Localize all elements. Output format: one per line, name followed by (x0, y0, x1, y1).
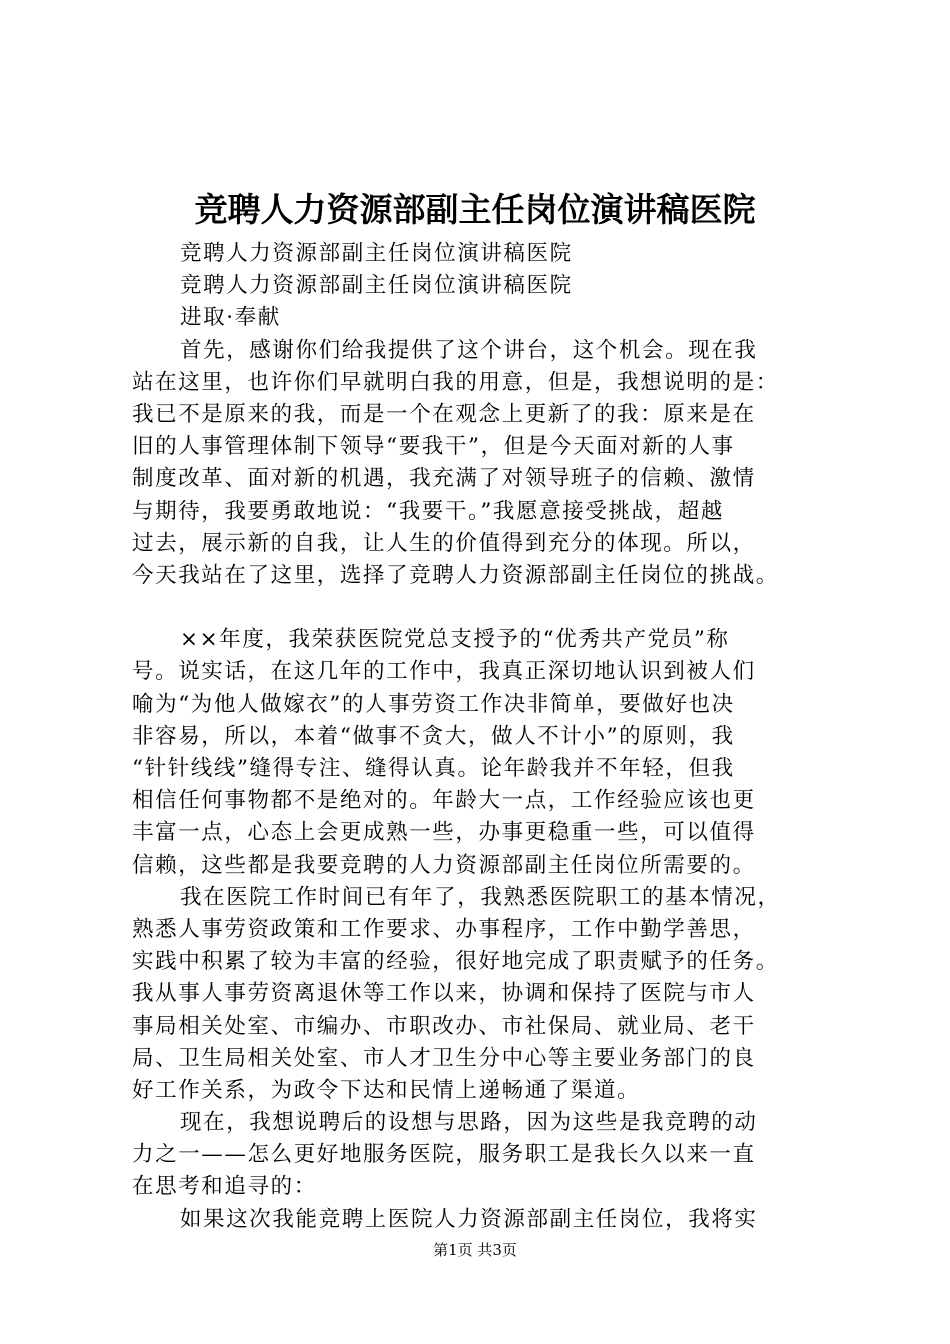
paragraph-line: 首先，感谢你们给我提供了这个讲台，这个机会。现在我 (180, 337, 758, 363)
paragraph-line: ××年度，我荣获医院党总支授予的“优秀共产党员”称 (180, 627, 730, 653)
paragraph-line: 力之一——怎么更好地服务医院，服务职工是我长久以来一直 (132, 1142, 756, 1168)
paragraph-line: 我在医院工作时间已有年了，我熟悉医院职工的基本情况， (180, 884, 781, 910)
paragraph-spacer (132, 592, 832, 624)
paragraph-line: 站在这里，也许你们早就明白我的用意，但是，我想说明的是： (132, 369, 779, 395)
paragraph-line: 在思考和追寻的： (132, 1174, 317, 1200)
subtitle-line: 竞聘人力资源部副主任岗位演讲稿医院 (180, 241, 573, 266)
document-title: 竞聘人力资源部副主任岗位演讲稿医院 (194, 190, 756, 229)
paragraph-line: 相信任何事物都不是绝对的。年龄大一点，工作经验应该也更 (132, 788, 756, 814)
paragraph-line: 我已不是原来的我，而是一个在观念上更新了的我：原来是在 (132, 401, 756, 427)
paragraph-line: 事局相关处室、市编办、市职改办、市社保局、就业局、老干 (132, 1013, 756, 1039)
paragraph-line: 与期待，我要勇敢地说：“我要干。”我愿意接受挑战，超越 (132, 498, 724, 524)
paragraph-line: 丰富一点，心态上会更成熟一些，办事更稳重一些，可以值得 (132, 820, 756, 846)
paragraph-line: 喻为“为他人做嫁衣”的人事劳资工作决非简单，要做好也决 (132, 691, 735, 717)
paragraph-line: 号。说实话，在这几年的工作中，我真正深切地认识到被人们 (132, 659, 756, 685)
page-footer: 第1页 共3页 (433, 1241, 517, 1259)
paragraph-line: 今天我站在了这里，选择了竞聘人力资源部副主任岗位的挑战。 (132, 562, 779, 588)
paragraph-line: 非容易，所以，本着“做事不贪大，做人不计小”的原则，我 (132, 723, 735, 749)
paragraph-line: 好工作关系，为政令下达和民情上递畅通了渠道。 (132, 1077, 641, 1103)
paragraph-line: 过去，展示新的自我，让人生的价值得到充分的体现。所以， (132, 530, 756, 556)
paragraph-line: 如果这次我能竞聘上医院人力资源部副主任岗位，我将实 (180, 1206, 758, 1232)
paragraph-1 (132, 335, 832, 593)
paragraph-line: 我从事人事劳资离退休等工作以来，协调和保持了医院与市人 (132, 981, 756, 1007)
document-body (132, 238, 832, 1236)
subtitle-line: 竞聘人力资源部副主任岗位演讲稿医院 (180, 273, 573, 299)
paragraph-4 (132, 1107, 832, 1204)
paragraph-line: 实践中积累了较为丰富的经验，很好地完成了职责赋予的任务。 (132, 949, 779, 975)
paragraph-3 (132, 882, 832, 1107)
paragraph-5 (132, 1204, 832, 1236)
paragraph-line: 熟悉人事劳资政策和工作要求、办事程序，工作中勤学善思， (132, 916, 756, 942)
paragraph-line: 现在，我想说聘后的设想与思路，因为这些是我竞聘的动 (180, 1110, 758, 1136)
paragraph-line: 局、卫生局相关处室、市人才卫生分中心等主要业务部门的良 (132, 1045, 756, 1071)
paragraph-2 (132, 624, 832, 882)
paragraph-line: 信赖，这些都是我要竞聘的人力资源部副主任岗位所需要的。 (132, 852, 756, 878)
motto-line: 进取·奉献 (180, 305, 281, 331)
paragraph-line: 旧的人事管理体制下领导“要我干”，但是今天面对新的人事 (132, 434, 735, 460)
paragraph-line: “针针线线”缝得专注、缝得认真。论年龄我并不年轻，但我 (132, 756, 735, 781)
paragraph-line: 制度改革、面对新的机遇，我充满了对领导班子的信赖、激情 (132, 466, 756, 492)
